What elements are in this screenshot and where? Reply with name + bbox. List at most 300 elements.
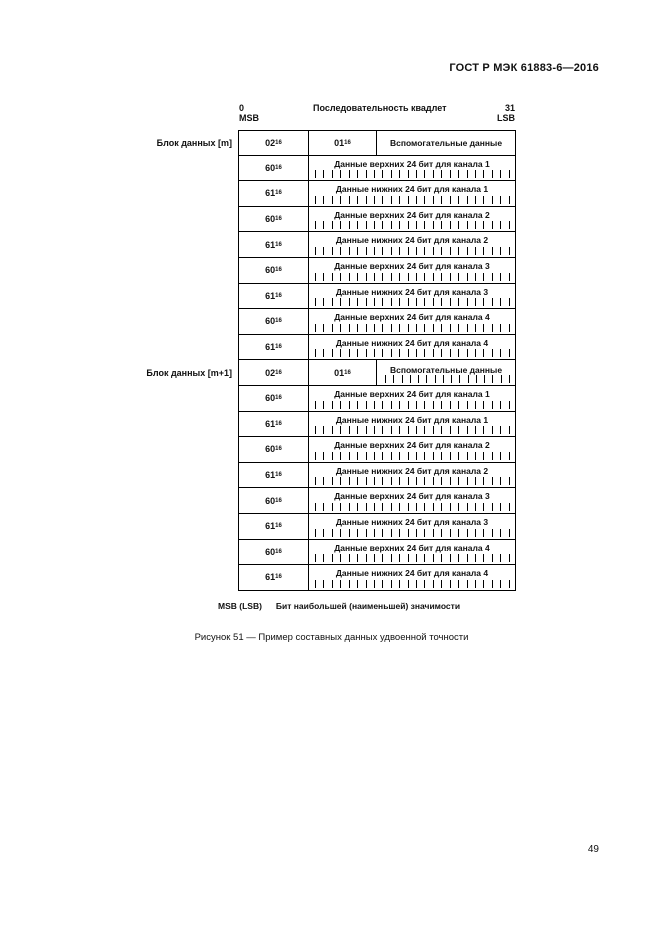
bit-tick (458, 221, 459, 229)
bit-tick (391, 324, 392, 332)
bit-tick (468, 375, 469, 383)
bit-tick (509, 247, 510, 255)
bit-tick (315, 580, 316, 588)
bit-tick (424, 170, 425, 178)
bit-ticks (315, 580, 510, 588)
bit-tick (374, 554, 375, 562)
bit-tick (399, 349, 400, 357)
label-code-value: 60 (265, 162, 276, 173)
bit-tick (416, 221, 417, 229)
bit-tick (399, 401, 400, 409)
bit-tick (399, 426, 400, 434)
bit-tick (424, 401, 425, 409)
bit-tick (467, 529, 468, 537)
bit-tick (374, 477, 375, 485)
bit-tick (433, 298, 434, 306)
channel-data-text: Данные верхних 24 бит для канала 4 (334, 312, 490, 323)
header-mid-code (309, 360, 377, 385)
bit-tick (382, 477, 383, 485)
bit-tick (399, 196, 400, 204)
bit-tick (323, 452, 324, 460)
block-label-m-plus-1: Блок данных [m+1] (146, 368, 232, 378)
bit-tick (492, 273, 493, 281)
bit-tick (433, 426, 434, 434)
bit-tick (391, 503, 392, 511)
bit-tick (500, 247, 501, 255)
bit-tick (509, 426, 510, 434)
bit-tick (349, 273, 350, 281)
bit-tick (391, 477, 392, 485)
label-code-value: 61 (265, 342, 276, 353)
bit-tick (399, 477, 400, 485)
bit-tick (483, 221, 484, 229)
bit-tick (399, 554, 400, 562)
channel-data-text: Данные верхних 24 бит для канала 3 (334, 491, 490, 502)
bit-tick (458, 298, 459, 306)
bit-tick (366, 401, 367, 409)
bit-tick (349, 349, 350, 357)
bit-tick (408, 324, 409, 332)
bit-tick (450, 529, 451, 537)
bit-tick (424, 298, 425, 306)
bit-tick (475, 221, 476, 229)
bit-tick (340, 247, 341, 255)
bit-tick (357, 426, 358, 434)
bit-tick (332, 477, 333, 485)
bit-tick (458, 529, 459, 537)
channel-data-text: Данные верхних 24 бит для канала 1 (334, 388, 490, 399)
label-code-radix: 16 (275, 216, 282, 223)
bit-tick (492, 426, 493, 434)
channel-data-row (238, 309, 516, 335)
bit-tick (374, 273, 375, 281)
bit-tick (467, 477, 468, 485)
bit-tick (323, 170, 324, 178)
bit-tick (433, 401, 434, 409)
msb-marker (239, 103, 259, 123)
label-code-value: 02 (265, 367, 276, 378)
bit-tick (433, 529, 434, 537)
bit-tick (366, 349, 367, 357)
bit-tick (402, 375, 403, 383)
bit-tick (509, 375, 510, 383)
bit-tick (340, 580, 341, 588)
bit-tick (418, 375, 419, 383)
bit-tick (391, 452, 392, 460)
label-code-value: 60 (265, 214, 276, 225)
label-code (239, 207, 309, 232)
bit-tick (382, 401, 383, 409)
bit-tick (416, 477, 417, 485)
channel-data-row (238, 437, 516, 463)
bit-tick (441, 554, 442, 562)
bit-tick (366, 247, 367, 255)
label-code-radix: 16 (275, 190, 282, 197)
bit-tick (408, 349, 409, 357)
bit-tick (483, 349, 484, 357)
bit-tick (509, 452, 510, 460)
bit-tick (433, 221, 434, 229)
bit-tick (433, 247, 434, 255)
label-code (239, 309, 309, 334)
label-code (239, 284, 309, 309)
bit-tick (315, 349, 316, 357)
bit-tick (399, 298, 400, 306)
label-code-radix: 16 (275, 446, 282, 453)
label-code-radix: 16 (275, 292, 282, 299)
bit-tick (458, 170, 459, 178)
bit-tick (382, 529, 383, 537)
bit-tick (416, 324, 417, 332)
bit-tick (416, 349, 417, 357)
bit-tick (374, 298, 375, 306)
channel-data-text: Данные нижних 24 бит для канала 1 (335, 414, 489, 425)
label-code (239, 565, 309, 590)
bit-tick (509, 554, 510, 562)
bit-tick (340, 452, 341, 460)
bit-tick (467, 221, 468, 229)
label-code-value: 61 (265, 290, 276, 301)
label-code-value: 61 (265, 521, 276, 532)
bit-tick (467, 298, 468, 306)
bit-tick (492, 349, 493, 357)
label-code-value: 60 (265, 316, 276, 327)
bit-tick (315, 554, 316, 562)
bit-ticks (315, 477, 510, 485)
label-code-value: 61 (265, 572, 276, 583)
channel-data-text: Данные нижних 24 бит для канала 3 (335, 286, 489, 297)
bit-tick (391, 298, 392, 306)
bit-tick (450, 477, 451, 485)
bit-tick (424, 477, 425, 485)
bit-tick (441, 196, 442, 204)
label-code-radix: 16 (275, 318, 282, 325)
bit-tick (332, 196, 333, 204)
bit-tick (450, 170, 451, 178)
bit-tick (509, 401, 510, 409)
channel-data-text: Данные верхних 24 бит для канала 4 (334, 542, 490, 553)
bit-tick (315, 196, 316, 204)
bit-tick (391, 401, 392, 409)
bit-tick (391, 529, 392, 537)
label-code-radix: 16 (275, 164, 282, 171)
bit-tick (315, 426, 316, 434)
bit-tick (385, 375, 386, 383)
bit-tick (357, 529, 358, 537)
bit-tick (391, 554, 392, 562)
bit-tick (484, 375, 485, 383)
bit-tick (374, 196, 375, 204)
bit-tick (441, 580, 442, 588)
bit-tick (391, 196, 392, 204)
bit-tick (483, 554, 484, 562)
bit-tick (467, 170, 468, 178)
bit-ticks (315, 221, 510, 229)
bit-tick (458, 349, 459, 357)
bit-tick (492, 196, 493, 204)
bit-tick (475, 477, 476, 485)
bit-ticks (315, 503, 510, 511)
bit-tick (509, 170, 510, 178)
bit-tick (483, 247, 484, 255)
bit-tick (483, 580, 484, 588)
bit-tick (501, 375, 502, 383)
bit-tick (323, 247, 324, 255)
bit-ticks (315, 273, 510, 281)
bit-tick (357, 298, 358, 306)
bit-tick (357, 554, 358, 562)
bit-tick (340, 503, 341, 511)
label-code (239, 156, 309, 181)
label-code-value: 60 (265, 444, 276, 455)
bit-tick (391, 580, 392, 588)
bit-tick (315, 401, 316, 409)
label-code-value: 61 (265, 188, 276, 199)
bit-tick (374, 324, 375, 332)
bit-tick (366, 221, 367, 229)
label-code (239, 360, 309, 385)
bit-tick (349, 170, 350, 178)
bit-tick (500, 503, 501, 511)
bit-tick (357, 196, 358, 204)
bit-tick (433, 477, 434, 485)
bit-tick (433, 580, 434, 588)
bit-tick (475, 401, 476, 409)
bit-tick (340, 529, 341, 537)
bit-tick (323, 503, 324, 511)
label-code-radix: 16 (275, 420, 282, 427)
bit-tick (332, 349, 333, 357)
bit-ticks (315, 196, 510, 204)
bit-tick (408, 477, 409, 485)
label-code-radix: 16 (275, 344, 282, 351)
bit-tick (374, 452, 375, 460)
bit-tick (323, 426, 324, 434)
bit-tick (483, 529, 484, 537)
bit-tick (349, 529, 350, 537)
bit-tick (441, 426, 442, 434)
bit-tick (323, 529, 324, 537)
bit-tick (408, 221, 409, 229)
bit-tick (315, 452, 316, 460)
bit-tick (416, 170, 417, 178)
bit-tick (349, 503, 350, 511)
bit-tick (492, 221, 493, 229)
bit-tick (500, 580, 501, 588)
bit-tick (467, 247, 468, 255)
bit-tick (424, 452, 425, 460)
bit-tick (424, 426, 425, 434)
bit-tick (450, 426, 451, 434)
bit-tick (340, 324, 341, 332)
block-header-row (238, 360, 516, 386)
bit-tick (332, 324, 333, 332)
bit-tick (399, 452, 400, 460)
bit-tick (450, 221, 451, 229)
bit-tick (391, 170, 392, 178)
bit-tick (315, 221, 316, 229)
bit-tick (500, 273, 501, 281)
bit-tick (408, 170, 409, 178)
bit-tick (416, 298, 417, 306)
bit-tick (475, 426, 476, 434)
bit-tick (357, 247, 358, 255)
bit-tick (451, 375, 452, 383)
channel-data-row (238, 232, 516, 258)
bit-tick (475, 529, 476, 537)
label-code-value: 60 (265, 546, 276, 557)
label-code-radix: 16 (275, 497, 282, 504)
bit-tick (332, 298, 333, 306)
bit-tick (408, 247, 409, 255)
bit-tick (424, 554, 425, 562)
bit-tick (323, 196, 324, 204)
bit-tick (332, 221, 333, 229)
bit-tick (399, 273, 400, 281)
bit-tick (416, 554, 417, 562)
bit-tick (374, 247, 375, 255)
bit-tick (424, 503, 425, 511)
channel-data-text: Данные нижних 24 бит для канала 1 (335, 184, 489, 195)
bit-tick (433, 273, 434, 281)
bit-tick (475, 452, 476, 460)
bit-tick (483, 170, 484, 178)
bit-tick (349, 324, 350, 332)
bit-tick (382, 298, 383, 306)
bit-tick (467, 324, 468, 332)
bit-tick (450, 247, 451, 255)
bit-tick (332, 529, 333, 537)
bit-tick (509, 503, 510, 511)
bit-tick (391, 221, 392, 229)
bit-tick (366, 170, 367, 178)
bit-tick (408, 452, 409, 460)
bit-tick (332, 401, 333, 409)
channel-data-text: Данные нижних 24 бит для канала 2 (335, 235, 489, 246)
bit-tick (441, 401, 442, 409)
bit-tick (399, 580, 400, 588)
label-code (239, 386, 309, 411)
bit-ticks (315, 554, 510, 562)
bit-tick (509, 529, 510, 537)
bit-tick (349, 247, 350, 255)
bit-tick (366, 477, 367, 485)
label-code (239, 540, 309, 565)
channel-data-row (238, 258, 516, 284)
bit-tick (441, 170, 442, 178)
bit-tick (492, 452, 493, 460)
bit-tick (500, 221, 501, 229)
bit-tick (433, 349, 434, 357)
channel-data-text: Данные верхних 24 бит для канала 2 (334, 440, 490, 451)
bit-tick (382, 273, 383, 281)
bit-tick (323, 273, 324, 281)
bit-tick (399, 221, 400, 229)
bit-tick (450, 554, 451, 562)
bit-tick (500, 426, 501, 434)
bit-tick (349, 221, 350, 229)
label-code-value: 61 (265, 239, 276, 250)
bit-tick (349, 298, 350, 306)
bit-tick (374, 529, 375, 537)
bit-tick (382, 324, 383, 332)
channel-data-row (238, 386, 516, 412)
bit-tick (357, 503, 358, 511)
bit-tick (475, 273, 476, 281)
bit-tick (408, 529, 409, 537)
header-mid-radix: 16 (344, 369, 351, 376)
bit-tick (366, 580, 367, 588)
legend-term: MSB (LSB) (218, 601, 262, 611)
bit-ticks (315, 452, 510, 460)
bit-tick (483, 298, 484, 306)
bit-ticks (315, 349, 510, 357)
bit-tick (374, 349, 375, 357)
msb-number: 0 (239, 103, 245, 113)
bit-tick (433, 503, 434, 511)
bit-tick (399, 529, 400, 537)
bit-tick (416, 426, 417, 434)
bit-tick (315, 170, 316, 178)
label-code (239, 232, 309, 257)
channel-data-text: Данные нижних 24 бит для канала 2 (335, 465, 489, 476)
bit-tick (349, 554, 350, 562)
bit-ticks (315, 529, 510, 537)
bit-tick (332, 452, 333, 460)
bit-tick (357, 477, 358, 485)
bit-tick (424, 529, 425, 537)
bit-tick (500, 349, 501, 357)
bit-ticks (385, 375, 510, 383)
bit-tick (476, 375, 477, 383)
bit-tick (509, 580, 510, 588)
bit-tick (399, 503, 400, 511)
bit-tick (323, 554, 324, 562)
bit-tick (475, 324, 476, 332)
channel-data-row (238, 488, 516, 514)
bit-tick (349, 196, 350, 204)
label-code (239, 514, 309, 539)
bit-tick (399, 170, 400, 178)
bit-tick (340, 349, 341, 357)
bit-tick (500, 401, 501, 409)
channel-data-row (238, 207, 516, 233)
channel-data-text: Данные верхних 24 бит для канала 1 (334, 158, 490, 169)
bit-tick (391, 426, 392, 434)
bit-tick (315, 503, 316, 511)
bit-tick (483, 324, 484, 332)
bit-tick (424, 324, 425, 332)
bit-tick (366, 426, 367, 434)
bit-ticks (315, 170, 510, 178)
bit-tick (509, 477, 510, 485)
bit-tick (458, 247, 459, 255)
auxiliary-data-cell: Вспомогательные данные (389, 137, 503, 148)
bit-tick (323, 324, 324, 332)
legend (218, 601, 460, 611)
label-code-radix: 16 (275, 574, 282, 581)
bit-tick (483, 426, 484, 434)
bit-tick (441, 529, 442, 537)
bit-tick (408, 426, 409, 434)
bit-tick (475, 247, 476, 255)
channel-data-row (238, 156, 516, 182)
bit-tick (483, 452, 484, 460)
bit-ticks (315, 401, 510, 409)
lsb-label: LSB (497, 113, 515, 123)
label-code (239, 412, 309, 437)
bit-tick (349, 426, 350, 434)
